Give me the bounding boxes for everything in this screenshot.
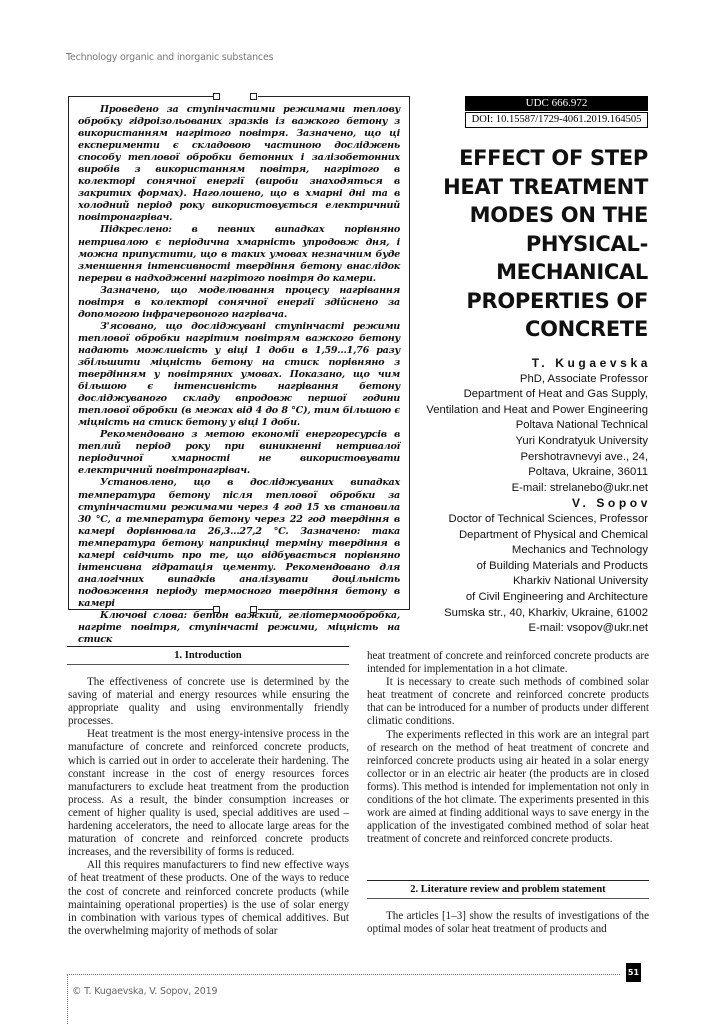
- section-heading-literature: 2. Literature review and problem statement: [367, 880, 649, 899]
- author-affiliation-line: Pershotravnevyi ave., 24,: [520, 450, 648, 463]
- author-affiliation-line: Poltava, Ukraine, 36011: [528, 466, 648, 479]
- author-name: T. Kugaevska: [531, 356, 651, 370]
- abstract-paragraph: Рекомендовано з метою економії енергоресурсів в теплий період року при виникненні нетривалої періодичної хмарності не використовувати електричний повітронагрівач.: [78, 429, 400, 477]
- author-name: V. Sopov: [571, 496, 651, 511]
- author-affiliation-line: of Building Materials and Products: [476, 559, 648, 572]
- author-affiliation-line: Kharkiv National University: [513, 575, 648, 588]
- abstract-paragraph: Проведено за ступінчастими режимами теплову обробку гідроізольованих зразків із важкого бетону з використанням нагрітого повітря. Зазначено, що ці експерименти є складовою частиною досліджень способу теплової обробки бетонних і залізобетонних виробів з використанням повітря, нагрітого в колекторі сонячної енергії (вироби знаходяться в закритих формах). Наголошено, що в хмарні дні та в холодний період року використовується електричний повітронагрівач.: [78, 104, 400, 224]
- body-paragraph: The experiments reflected in this work are an integral part of research on the method of heat treatment of concrete and reinforced concrete products using air heated in a solar energy collector or in an electric air heater (the products are in closed forms). This method is intended for implementation not only in conditions of the hot climate. The experiments presented in this work are aimed at finding additional ways to save energy in the application of the investigated combined method of solar heat treatment of concrete and reinforced concrete products.: [367, 728, 650, 846]
- title-line: HEAT TREATMENT: [443, 174, 648, 199]
- author-affiliation-line: Yuri Kondratyuk University: [515, 434, 648, 447]
- running-head: Technology organic and inorganic substances: [66, 52, 274, 63]
- abstract-text: [78, 104, 400, 646]
- author-affiliation-line: of Civil Engineering and Architecture: [465, 590, 648, 603]
- abstract-paragraph: Установлено, що в досліджуваних випадках температура бетону після теплової обробки за ступінчастими режимами через 4 год 15 хв становила 30 °C, а температура бетону через 22 год твердіння в камері дорівнювала 26,3…27,2 °C. Зазначено: така температура бетону наприкінці терміну твердіння в камері свідчить про те, що відбувається порівняно інтенсивна гідратація цементу. Рекомендовано для аналогічних випадків аналізувати доцільність подовження періоду термосного твердіння бетону в камері: [78, 477, 400, 609]
- body-paragraph: The effectiveness of concrete use is determined by the saving of material and energy resources while ensuring the appropriate quality and using environmentally friendly processes.: [68, 676, 349, 728]
- abstract-paragraph: Підкреслено: в певних випадках порівняно нетривалою є періодична хмарність упродовж дня, і можна припустити, що в таких умовах незначним буде зменшення інтенсивності твердіння бетону внаслідок перерви в надходженні нагрітого повітря до камери.: [78, 224, 400, 284]
- body-column-right: [367, 650, 649, 846]
- author-email-link[interactable]: E-mail: vsopov@ukr.net: [528, 622, 648, 635]
- footer-rule: [67, 974, 620, 975]
- title-line: EFFECT OF STEP: [459, 146, 648, 170]
- footer-rule-vertical: [67, 974, 68, 1024]
- abstract-frame: [68, 96, 410, 646]
- author-affiliation-line: Department of Physical and Chemical: [459, 528, 648, 541]
- author-list: [388, 356, 651, 637]
- article-title: [432, 144, 648, 344]
- body-paragraph: Heat treatment is the most energy-intensive process in the manufacture of concrete and reinforced concrete products, which is carried out in order to accelerate their hardening. The constant increase in the cost of energy resources forces manufacturers to exclude heat treatment from the production process. As a result, the binder consumption increases or cement of higher quality is used, special additives are used – hardening accelerators, the need to allocate large areas for the maturation of concrete and reinforced concrete products increases, and the reversibility of forms is reduced.: [68, 728, 349, 859]
- title-line: CONCRETE: [524, 317, 648, 341]
- section-heading-introduction: 1. Introduction: [67, 646, 349, 665]
- author-affiliation-line: PhD, Associate Professor: [519, 372, 648, 385]
- author-affiliation-line: Ventilation and Heat and Power Engineering: [426, 403, 648, 416]
- author-affiliation-line: Mechanics and Technology: [511, 544, 648, 557]
- frame-knob: [250, 93, 257, 100]
- frame-left-line: [68, 96, 69, 610]
- abstract-paragraph: Зазначено, що моделювання процесу нагрівання повітря в колекторі сонячної енергії здійснено за допомогою інфрачервоного нагрівача.: [78, 284, 400, 320]
- body-column-right-continued: [367, 910, 649, 936]
- title-line: MODES ON THE: [469, 203, 648, 227]
- udc-label: UDC 666.972: [465, 96, 648, 111]
- doi-link[interactable]: DOI: 10.15587/1729-4061.2019.164505: [465, 112, 648, 128]
- body-paragraph: All this requires manufacturers to find new effective ways of heat treatment of these products. One of the ways to reduce the cost of concrete and reinforced concrete products (while maintaining operational properties) is the use of solar energy in combination with various types of chemical additives. But the overwhelming majority of methods of solar: [68, 859, 349, 937]
- body-paragraph: It is necessary to create such methods of combined solar heat treatment of concrete and reinforced concrete products that can be introduced for a number of products under different climatic conditions.: [367, 676, 649, 728]
- frame-top-right-line: [258, 96, 410, 97]
- copyright-notice: © T. Kugaevska, V. Sopov, 2019: [72, 986, 218, 997]
- frame-top-left-line: [68, 96, 214, 97]
- body-paragraph: heat treatment of concrete and reinforced concrete products are intended for implementation in a hot climate.: [367, 650, 649, 676]
- page-number: 51: [626, 963, 641, 982]
- body-column-left: [68, 676, 349, 938]
- title-line: PROPERTIES OF: [466, 288, 648, 313]
- author-affiliation-line: Department of Heat and Gas Supply,: [463, 388, 648, 401]
- author-affiliation-line: Poltava National Technical: [515, 419, 648, 432]
- author-affiliation-line: Sumska str., 40, Kharkiv, Ukraine, 61002: [444, 606, 648, 619]
- author-email-link[interactable]: E-mail: strelanebo@ukr.net: [511, 481, 648, 494]
- frame-knob: [213, 93, 220, 100]
- author-affiliation-line: Doctor of Technical Sciences, Professor: [448, 512, 648, 525]
- abstract-paragraph: З'ясовано, що досліджувані ступінчасті режими теплової обробки нагрітим повітрям важкого бетону надають можливість у віці 1 доби в 1,59…1,76 разу збільшити міцність бетону на стиск порівняно з твердінням у повітряних умовах. Показано, що чим більшою є інтенсивність нагрівання бетону досліджуваного складу впродовж першої години теплової обробки (в межах від 4 до 8 °C), тим більшою є міцність на стиск бетону у віці 1 доби.: [78, 320, 400, 429]
- title-line: MECHANICAL: [496, 260, 648, 284]
- title-line: PHYSICAL-: [525, 231, 648, 256]
- keywords: Ключові слова: бетон важкий, геліотермообробка, нагріте повітря, ступінчасті режими, міцність на стиск: [78, 609, 400, 646]
- body-paragraph: The articles [1–3] show the results of investigations of the optimal modes of solar heat treatment of products and: [367, 910, 649, 936]
